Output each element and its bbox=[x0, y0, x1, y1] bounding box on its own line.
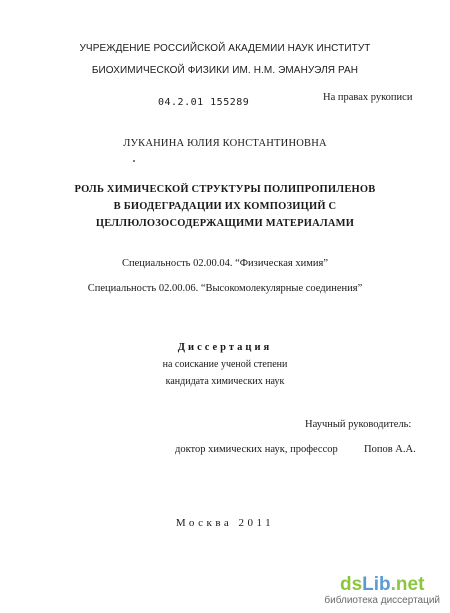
logo-ds: ds bbox=[339, 574, 363, 595]
library-stamp-number: 04.2.01 155289 bbox=[158, 97, 250, 108]
specialty-1: Специальность 02.00.04. “Физическая химия” bbox=[122, 258, 328, 269]
title-line-1: РОЛЬ ХИМИЧЕСКОЙ СТРУКТУРЫ ПОЛИПРОПИЛЕНОВ bbox=[74, 184, 376, 195]
watermark-tagline: библиотека диссертаций bbox=[324, 595, 440, 606]
scan-speck bbox=[133, 160, 135, 162]
institution-line-2: БИОХИМИЧЕСКОЙ ФИЗИКИ ИМ. Н.М. ЭМАНУЭЛЯ РАН bbox=[91, 65, 359, 76]
supervisor-label: Научный руководитель: bbox=[305, 419, 412, 430]
specialty-2: Специальность 02.00.06. “Высокомолекулярные соединения” bbox=[87, 283, 363, 294]
degree-line-1: на соискание ученой степени bbox=[162, 359, 288, 370]
dslib-watermark bbox=[324, 575, 440, 607]
logo-lib: Lib bbox=[362, 574, 391, 595]
logo-net: .net bbox=[390, 574, 425, 595]
city-year: Москва 2011 bbox=[175, 517, 275, 529]
rights-note: На правах рукописи bbox=[323, 92, 413, 103]
supervisor-title: доктор химических наук, профессор bbox=[175, 444, 338, 455]
title-line-3: ЦЕЛЛЮЛОЗОСОДЕРЖАЩИМИ МАТЕРИАЛАМИ bbox=[95, 218, 355, 229]
dslib-logo bbox=[324, 575, 440, 595]
institution-line-1: УЧРЕЖДЕНИЕ РОССИЙСКОЙ АКАДЕМИИ НАУК ИНСТИТУТ bbox=[79, 43, 371, 54]
degree-line-2: кандидата химических наук bbox=[165, 376, 285, 387]
supervisor-name: Попов А.А. bbox=[364, 444, 416, 455]
author-name: ЛУКАНИНА ЮЛИЯ КОНСТАНТИНОВНА bbox=[123, 138, 327, 149]
title-line-2: В БИОДЕГРАДАЦИИ ИХ КОМПОЗИЦИЙ С bbox=[113, 201, 337, 212]
dissertation-heading: Диссертация bbox=[177, 342, 273, 353]
